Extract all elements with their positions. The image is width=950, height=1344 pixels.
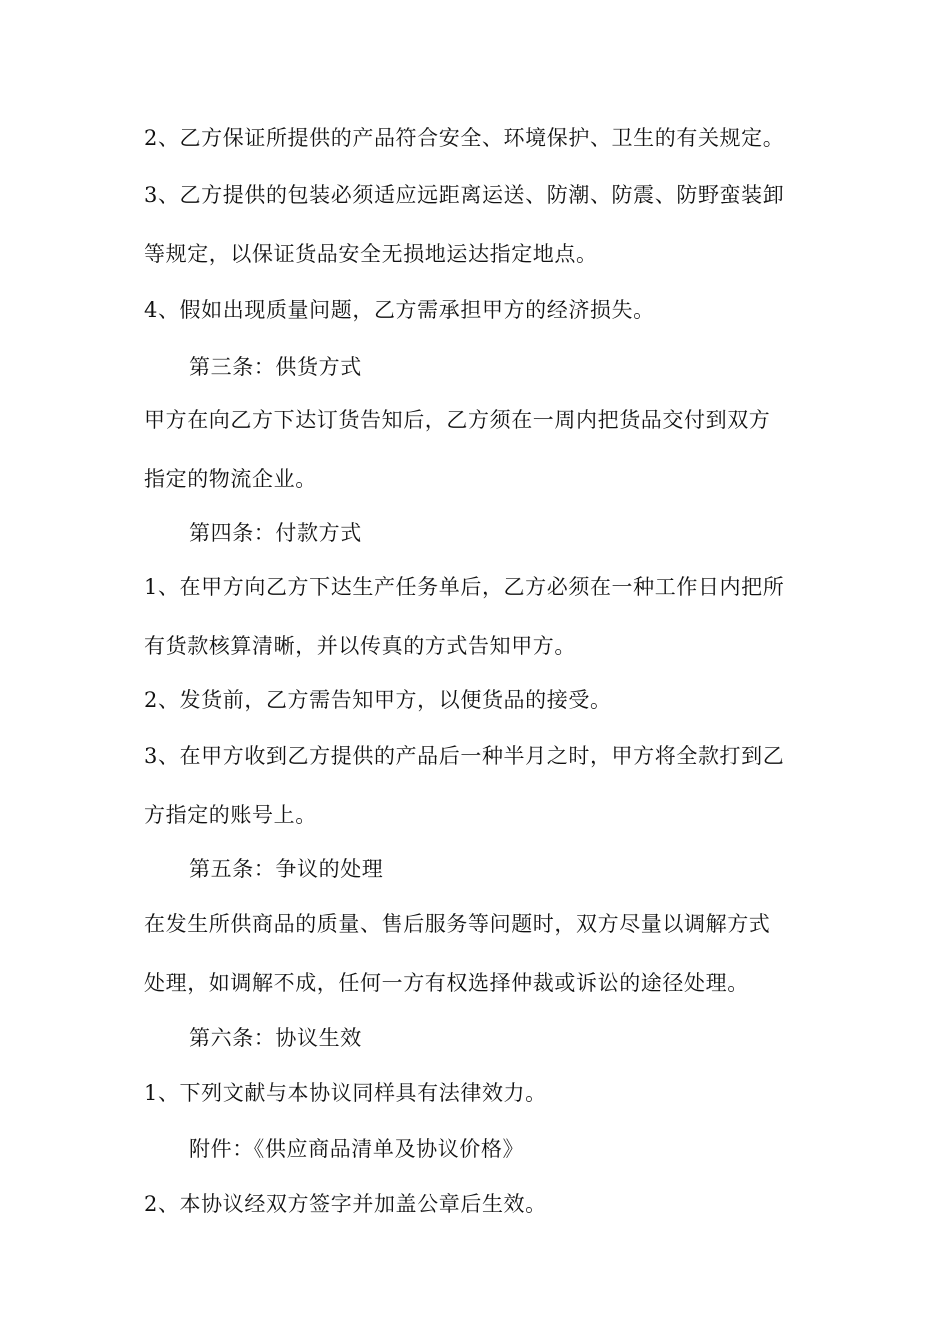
section-heading-3: 第三条：供货方式 [189, 355, 362, 379]
section-heading-5: 第五条：争议的处理 [189, 857, 384, 881]
section-4-item-3-cont: 方指定的账号上。 [144, 803, 317, 827]
clause-2-1-item-3: 3、乙方提供的包装必须适应远距离运送、防潮、防震、防野蛮装卸 [144, 183, 785, 207]
section-heading-6: 第六条：协议生效 [189, 1026, 362, 1050]
clause-2-1-item-2: 2、乙方保证所提供的产品符合安全、环境保护、卫生的有关规定。 [144, 126, 785, 150]
section-6-item-1: 1、下列文献与本协议同样具有法律效力。 [144, 1081, 547, 1105]
section-5-body: 在发生所供商品的质量、售后服务等问题时，双方尽量以调解方式 [144, 912, 771, 936]
section-4-item-1: 1、在甲方向乙方下达生产任务单后，乙方必须在一种工作日内把所 [144, 575, 785, 599]
section-3-body: 甲方在向乙方下达订货告知后，乙方须在一周内把货品交付到双方 [144, 408, 771, 432]
section-6-item-2: 2、本协议经双方签字并加盖公章后生效。 [144, 1192, 547, 1216]
attachment-line: 附件：《供应商品清单及协议价格》 [189, 1137, 525, 1161]
section-4-item-1-cont: 有货款核算清晰，并以传真的方式告知甲方。 [144, 634, 576, 658]
clause-2-1-item-4: 4、假如出现质量问题，乙方需承担甲方的经济损失。 [144, 298, 655, 322]
section-heading-4: 第四条：付款方式 [189, 521, 362, 545]
clause-2-1-item-3-cont: 等规定，以保证货品安全无损地运达指定地点。 [144, 242, 598, 266]
section-3-body-cont: 指定的物流企业。 [144, 467, 317, 491]
section-5-body-cont: 处理，如调解不成，任何一方有权选择仲裁或诉讼的途径处理。 [144, 971, 749, 995]
section-4-item-2: 2、发货前，乙方需告知甲方，以便货品的接受。 [144, 688, 612, 712]
section-4-item-3: 3、在甲方收到乙方提供的产品后一种半月之时，甲方将全款打到乙 [144, 744, 785, 768]
